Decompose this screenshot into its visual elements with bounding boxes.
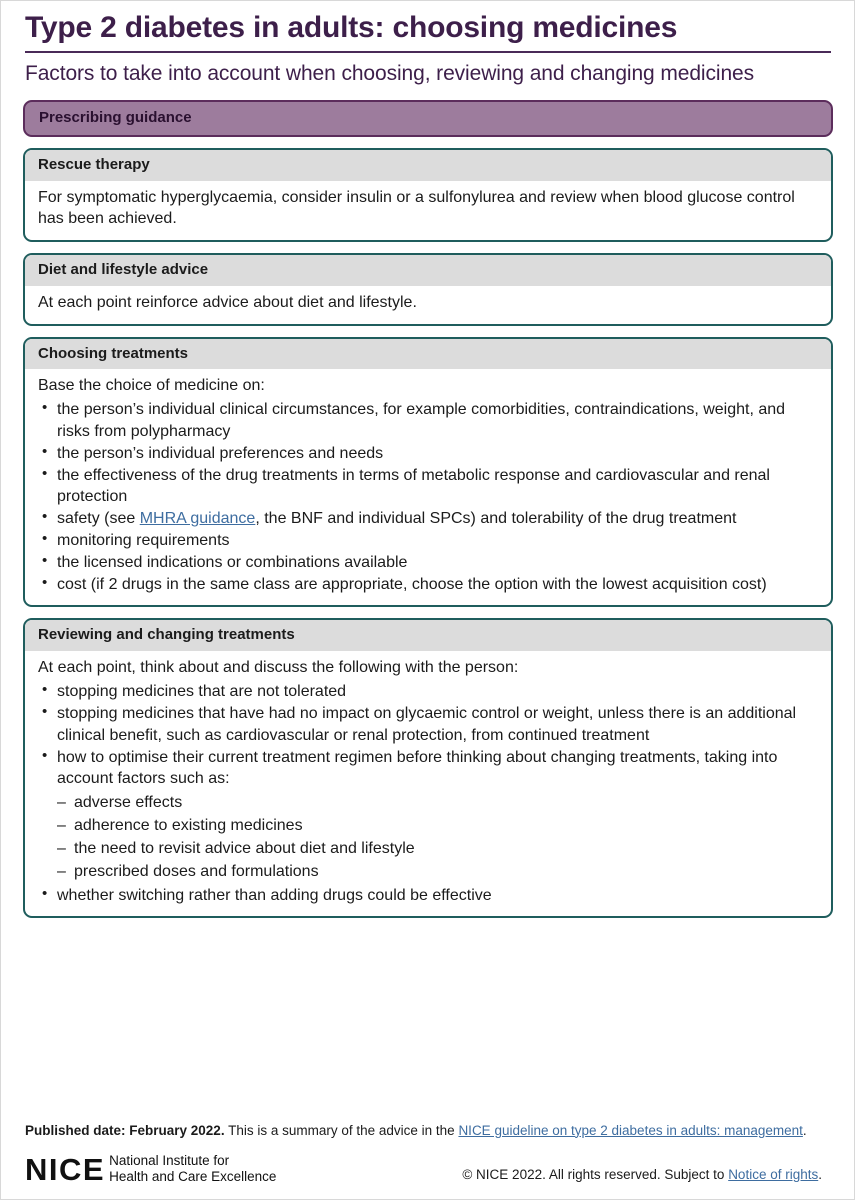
document-content: [23, 11, 833, 929]
card-paragraph: At each point reinforce advice about diet and lifestyle.: [38, 293, 417, 311]
list-item: • stopping medicines that have had no impact on glycaemic control or weight, unless there is an additional clinical benefit, such as cardiovascular or renal protection, from continued treatment: [38, 703, 819, 745]
list-item-safety: [38, 508, 819, 529]
card-body: [25, 369, 831, 605]
list-item: • the licensed indications or combinations available: [38, 552, 819, 573]
nice-logo-tagline-line2: Health and Care Excellence: [109, 1168, 277, 1184]
sub-list-item: – the need to revisit advice about diet and lifestyle: [57, 838, 819, 859]
list-item: • how to optimise their current treatment regimen before thinking about changing treatments, taking into account factors such as:: [38, 747, 819, 789]
card-choosing-treatments: [23, 337, 833, 608]
safety-text-after: , the BNF and individual SPCs) and tolerability of the drug treatment: [255, 510, 737, 528]
prescribing-guidance-banner: [23, 100, 833, 137]
card-reviewing-and-changing-treatments: [23, 618, 833, 918]
card-body: [25, 286, 831, 324]
list-item: • the person’s individual preferences and needs: [38, 443, 819, 464]
choosing-treatments-list: [38, 399, 819, 595]
page-title: Type 2 diabetes in adults: choosing medicines: [25, 11, 678, 44]
nice-logo: [25, 1153, 276, 1185]
card-body: [25, 181, 831, 240]
footer-bottom-row: [25, 1153, 830, 1185]
sub-list-item: – prescribed doses and formulations: [57, 861, 819, 882]
copyright-text: © NICE 2022. All rights reserved. Subject to: [462, 1167, 729, 1182]
nice-logo-tagline-line1: National Institute for: [109, 1153, 230, 1169]
card-rescue-therapy: [23, 148, 833, 242]
sub-list-item: – adverse effects: [57, 792, 819, 813]
published-date-label: Published date: February 2022.: [25, 1122, 225, 1138]
copyright-end: .: [818, 1167, 822, 1182]
reviewing-treatments-list-continued: [38, 885, 819, 906]
list-item: • the person’s individual clinical circumstances, for example comorbidities, contraindications, weight, and risks from polypharmacy: [38, 399, 819, 441]
list-item: • whether switching rather than adding drugs could be effective: [38, 885, 819, 906]
nice-logo-wordmark: NICE: [25, 1151, 106, 1187]
page-subtitle: Factors to take into account when choosing, reviewing and changing medicines: [25, 61, 755, 85]
card-header: Rescue therapy: [25, 150, 831, 181]
card-header: Diet and lifestyle advice: [25, 255, 831, 286]
nice-logo-tagline: [109, 1153, 276, 1185]
banner-label: Prescribing guidance: [39, 108, 192, 126]
card-intro: At each point, think about and discuss the following with the person:: [38, 659, 519, 677]
reviewing-treatments-list: [38, 681, 819, 789]
page-footer: [25, 1122, 830, 1185]
notice-of-rights-link[interactable]: Notice of rights: [728, 1167, 819, 1182]
card-header: Reviewing and changing treatments: [25, 620, 831, 651]
card-intro: Base the choice of medicine on:: [38, 377, 265, 395]
card-body: [25, 651, 831, 916]
list-item: • monitoring requirements: [38, 530, 819, 551]
sub-list-item: – adherence to existing medicines: [57, 815, 819, 836]
reviewing-treatments-sublist: [38, 792, 819, 882]
footer-summary-end: .: [802, 1122, 807, 1138]
list-item: • stopping medicines that are not tolerated: [38, 681, 819, 702]
title-divider: [25, 51, 831, 53]
card-diet-and-lifestyle-advice: [23, 253, 833, 326]
footer-summary-text: This is a summary of the advice in the: [224, 1122, 459, 1138]
safety-text-before: safety (see: [57, 510, 140, 528]
list-item: • cost (if 2 drugs in the same class are appropriate, choose the option with the lowest acquisition cost): [38, 574, 819, 595]
footer-published-line: [25, 1122, 830, 1140]
card-header: Choosing treatments: [25, 339, 831, 370]
copyright-line: [462, 1167, 830, 1185]
list-item: • the effectiveness of the drug treatments in terms of metabolic response and cardiovascular and renal protection: [38, 465, 819, 507]
nice-guideline-link[interactable]: NICE guideline on type 2 diabetes in adults: management: [458, 1122, 803, 1138]
card-paragraph: For symptomatic hyperglycaemia, consider insulin or a sulfonylurea and review when blood glucose control has been achieved.: [38, 188, 795, 227]
mhra-guidance-link[interactable]: MHRA guidance: [139, 510, 256, 528]
